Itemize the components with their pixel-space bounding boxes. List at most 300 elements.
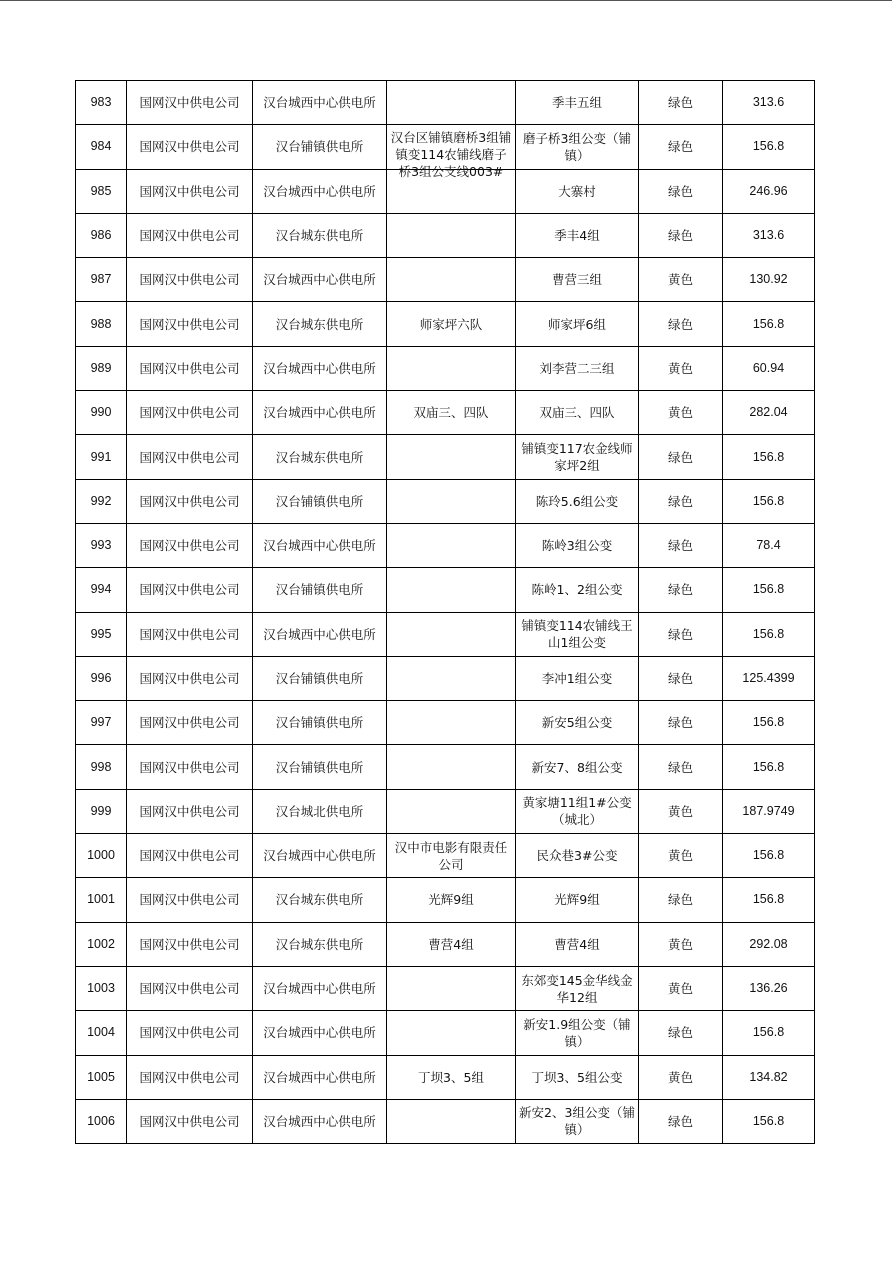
station-cell bbox=[253, 81, 387, 125]
status-color-cell-text: 黄色 bbox=[667, 936, 693, 952]
status-color-cell-text: 绿色 bbox=[667, 538, 693, 554]
location-cell bbox=[387, 745, 516, 789]
location-cell bbox=[387, 568, 516, 612]
row-number-cell-text: 1002 bbox=[87, 936, 115, 951]
station-cell-text: 汉台城东供电所 bbox=[275, 936, 364, 952]
table-row bbox=[76, 258, 815, 302]
company-cell-text: 国网汉中供电公司 bbox=[139, 981, 240, 997]
status-color-cell-text: 绿色 bbox=[667, 316, 693, 332]
location-cell bbox=[387, 656, 516, 700]
location-cell bbox=[387, 878, 516, 922]
status-color-cell bbox=[639, 878, 723, 922]
company-cell-text: 国网汉中供电公司 bbox=[139, 936, 240, 952]
table-row bbox=[76, 435, 815, 479]
transformer-cell bbox=[516, 125, 639, 169]
station-cell bbox=[253, 169, 387, 213]
table-row bbox=[76, 302, 815, 346]
transformer-cell-text: 磨子桥3组公变（铺镇） bbox=[523, 130, 631, 163]
location-cell-text: 丁坝3、5组 bbox=[418, 1069, 484, 1085]
value-cell-text: 156.8 bbox=[752, 449, 785, 464]
company-cell bbox=[127, 878, 253, 922]
value-cell bbox=[723, 1099, 815, 1143]
value-cell-text: 282.04 bbox=[749, 405, 788, 420]
value-cell-text: 134.82 bbox=[749, 1069, 788, 1084]
company-cell bbox=[127, 568, 253, 612]
station-cell bbox=[253, 745, 387, 789]
station-cell bbox=[253, 523, 387, 567]
table-row bbox=[76, 1011, 815, 1055]
table-row bbox=[76, 878, 815, 922]
company-cell-text: 国网汉中供电公司 bbox=[139, 626, 240, 642]
row-number-cell bbox=[76, 435, 127, 479]
company-cell-text: 国网汉中供电公司 bbox=[139, 582, 240, 598]
value-cell bbox=[723, 922, 815, 966]
location-cell bbox=[387, 435, 516, 479]
transformer-cell bbox=[516, 612, 639, 656]
company-cell bbox=[127, 656, 253, 700]
transformer-cell-text: 新安7、8组公变 bbox=[531, 759, 623, 775]
company-cell bbox=[127, 125, 253, 169]
status-color-cell bbox=[639, 523, 723, 567]
value-cell-text: 156.8 bbox=[752, 892, 785, 907]
row-number-cell bbox=[76, 789, 127, 833]
table-row bbox=[76, 346, 815, 390]
table-row bbox=[76, 656, 815, 700]
station-cell-text: 汉台城东供电所 bbox=[275, 316, 364, 332]
location-cell-text: 光辉9组 bbox=[428, 892, 474, 908]
status-color-cell-text: 黄色 bbox=[667, 848, 693, 864]
status-color-cell-text: 黄色 bbox=[667, 272, 693, 288]
value-cell-text: 313.6 bbox=[752, 95, 785, 110]
company-cell-text: 国网汉中供电公司 bbox=[139, 272, 240, 288]
transformer-cell-text: 季丰五组 bbox=[551, 95, 602, 111]
value-cell bbox=[723, 125, 815, 169]
status-color-cell-text: 绿色 bbox=[667, 626, 693, 642]
status-color-cell-text: 绿色 bbox=[667, 1113, 693, 1129]
value-cell-text: 125.4399 bbox=[742, 671, 795, 685]
value-cell bbox=[723, 213, 815, 257]
row-number-cell bbox=[76, 834, 127, 878]
transformer-cell-text: 双庙三、四队 bbox=[539, 405, 615, 421]
location-cell bbox=[387, 701, 516, 745]
table-row bbox=[76, 391, 815, 435]
company-cell-text: 国网汉中供电公司 bbox=[139, 1069, 240, 1085]
company-cell-text: 国网汉中供电公司 bbox=[139, 228, 240, 244]
station-cell bbox=[253, 479, 387, 523]
status-color-cell bbox=[639, 745, 723, 789]
row-number-cell bbox=[76, 213, 127, 257]
table-body bbox=[76, 81, 815, 1144]
location-cell bbox=[387, 789, 516, 833]
status-color-cell-text: 绿色 bbox=[667, 493, 693, 509]
company-cell-text: 国网汉中供电公司 bbox=[139, 1025, 240, 1041]
row-number-cell-text: 992 bbox=[90, 493, 112, 508]
row-number-cell bbox=[76, 479, 127, 523]
value-cell bbox=[723, 656, 815, 700]
table-row bbox=[76, 81, 815, 125]
row-number-cell-text: 983 bbox=[90, 95, 112, 110]
row-number-cell-text: 993 bbox=[90, 538, 112, 553]
station-cell bbox=[253, 1011, 387, 1055]
location-cell bbox=[387, 258, 516, 302]
company-cell-text: 国网汉中供电公司 bbox=[139, 405, 240, 421]
status-color-cell-text: 绿色 bbox=[667, 449, 693, 465]
company-cell-text: 国网汉中供电公司 bbox=[139, 671, 240, 686]
status-color-cell-text: 绿色 bbox=[667, 139, 693, 155]
company-cell bbox=[127, 745, 253, 789]
row-number-cell-text: 989 bbox=[90, 360, 112, 375]
row-number-cell-text: 996 bbox=[90, 671, 112, 685]
company-cell bbox=[127, 966, 253, 1010]
value-cell-text: 60.94 bbox=[752, 360, 785, 375]
station-cell bbox=[253, 878, 387, 922]
value-cell bbox=[723, 612, 815, 656]
transformer-cell-text: 陈岭1、2组公变 bbox=[531, 582, 623, 598]
table-row bbox=[76, 1099, 815, 1143]
row-number-cell bbox=[76, 391, 127, 435]
status-color-cell-text: 黄色 bbox=[667, 1069, 693, 1085]
status-color-cell bbox=[639, 568, 723, 612]
value-cell bbox=[723, 479, 815, 523]
status-color-cell bbox=[639, 479, 723, 523]
row-number-cell-text: 987 bbox=[90, 272, 112, 287]
row-number-cell bbox=[76, 125, 127, 169]
transformer-cell-text: 光辉9组 bbox=[554, 892, 600, 908]
status-color-cell-text: 绿色 bbox=[667, 892, 693, 908]
value-cell-text: 156.8 bbox=[752, 759, 785, 774]
table-row bbox=[76, 523, 815, 567]
company-cell bbox=[127, 169, 253, 213]
station-cell bbox=[253, 1099, 387, 1143]
transformer-cell bbox=[516, 391, 639, 435]
row-number-cell bbox=[76, 1055, 127, 1099]
transformer-cell bbox=[516, 302, 639, 346]
station-cell-text: 汉台城西中心供电所 bbox=[263, 95, 376, 111]
status-color-cell bbox=[639, 169, 723, 213]
location-cell-text: 双庙三、四队 bbox=[413, 405, 489, 421]
station-cell-text: 汉台城西中心供电所 bbox=[263, 981, 376, 997]
transformer-cell-text: 陈岭3组公变 bbox=[541, 538, 613, 554]
station-cell bbox=[253, 213, 387, 257]
status-color-cell bbox=[639, 922, 723, 966]
location-cell bbox=[387, 1099, 516, 1143]
status-color-cell-text: 绿色 bbox=[667, 715, 693, 731]
value-cell bbox=[723, 878, 815, 922]
company-cell-text: 国网汉中供电公司 bbox=[139, 493, 240, 509]
station-cell bbox=[253, 922, 387, 966]
location-cell bbox=[387, 81, 516, 125]
value-cell bbox=[723, 169, 815, 213]
company-cell bbox=[127, 789, 253, 833]
value-cell bbox=[723, 568, 815, 612]
value-cell-text: 313.6 bbox=[752, 228, 785, 243]
row-number-cell-text: 1001 bbox=[87, 892, 115, 907]
company-cell-text: 国网汉中供电公司 bbox=[139, 759, 240, 775]
status-color-cell bbox=[639, 435, 723, 479]
transformer-cell bbox=[516, 1011, 639, 1055]
company-cell bbox=[127, 302, 253, 346]
row-number-cell-text: 986 bbox=[90, 228, 112, 243]
row-number-cell-text: 1000 bbox=[87, 848, 115, 863]
transformer-cell-text: 季丰4组 bbox=[554, 228, 600, 244]
status-color-cell-text: 绿色 bbox=[667, 95, 693, 111]
station-cell-text: 汉台铺镇供电所 bbox=[275, 671, 364, 686]
station-cell-text: 汉台铺镇供电所 bbox=[275, 759, 364, 775]
company-cell-text: 国网汉中供电公司 bbox=[139, 316, 240, 332]
station-cell-text: 汉台城西中心供电所 bbox=[263, 183, 376, 199]
row-number-cell bbox=[76, 656, 127, 700]
company-cell bbox=[127, 435, 253, 479]
station-cell-text: 汉台城西中心供电所 bbox=[263, 272, 376, 288]
location-cell-text: 师家坪六队 bbox=[419, 316, 483, 332]
table-row bbox=[76, 834, 815, 878]
station-cell bbox=[253, 612, 387, 656]
value-cell-text: 156.8 bbox=[752, 626, 785, 641]
status-color-cell bbox=[639, 125, 723, 169]
row-number-cell-text: 995 bbox=[90, 626, 112, 641]
station-cell-text: 汉台城西中心供电所 bbox=[263, 848, 376, 864]
value-cell-text: 156.8 bbox=[752, 493, 785, 508]
station-cell bbox=[253, 701, 387, 745]
status-color-cell bbox=[639, 834, 723, 878]
table-row bbox=[76, 922, 815, 966]
transformer-cell bbox=[516, 1055, 639, 1099]
value-cell-text: 246.96 bbox=[749, 183, 788, 198]
company-cell bbox=[127, 523, 253, 567]
station-cell bbox=[253, 435, 387, 479]
transformer-cell bbox=[516, 878, 639, 922]
status-color-cell-text: 绿色 bbox=[667, 228, 693, 244]
row-number-cell-text: 1006 bbox=[87, 1113, 115, 1128]
row-number-cell-text: 990 bbox=[90, 405, 112, 420]
value-cell-text: 156.8 bbox=[752, 1025, 785, 1040]
status-color-cell bbox=[639, 966, 723, 1010]
company-cell bbox=[127, 391, 253, 435]
transformer-cell-text: 铺镇变114农铺线王山1组公变 bbox=[521, 618, 633, 651]
location-cell-text: 汉台区铺镇磨桥3组铺镇变114农铺线磨子桥3组公支线003# bbox=[390, 129, 512, 179]
row-number-cell bbox=[76, 302, 127, 346]
status-color-cell bbox=[639, 1011, 723, 1055]
company-cell bbox=[127, 81, 253, 125]
station-cell bbox=[253, 125, 387, 169]
value-cell-text: 156.8 bbox=[752, 582, 785, 597]
status-color-cell bbox=[639, 612, 723, 656]
row-number-cell bbox=[76, 568, 127, 612]
row-number-cell bbox=[76, 612, 127, 656]
row-number-cell-text: 1005 bbox=[87, 1069, 115, 1084]
station-cell bbox=[253, 1055, 387, 1099]
location-cell bbox=[387, 213, 516, 257]
value-cell bbox=[723, 789, 815, 833]
location-cell bbox=[387, 391, 516, 435]
station-cell-text: 汉台城西中心供电所 bbox=[263, 405, 376, 421]
station-cell-text: 汉台城东供电所 bbox=[275, 449, 364, 465]
row-number-cell-text: 1004 bbox=[87, 1025, 115, 1040]
status-color-cell bbox=[639, 346, 723, 390]
company-cell bbox=[127, 479, 253, 523]
location-cell bbox=[387, 479, 516, 523]
company-cell-text: 国网汉中供电公司 bbox=[139, 1113, 240, 1129]
company-cell bbox=[127, 701, 253, 745]
transformer-cell bbox=[516, 346, 639, 390]
table-row bbox=[76, 568, 815, 612]
station-cell-text: 汉台城西中心供电所 bbox=[263, 538, 376, 554]
company-cell bbox=[127, 1055, 253, 1099]
value-cell bbox=[723, 391, 815, 435]
transformer-cell bbox=[516, 213, 639, 257]
company-cell-text: 国网汉中供电公司 bbox=[139, 183, 240, 199]
status-color-cell-text: 黄色 bbox=[667, 360, 693, 376]
transformer-cell-text: 曹营三组 bbox=[551, 272, 602, 288]
transformer-cell-text: 铺镇变117农金线师家坪2组 bbox=[521, 441, 633, 474]
transformer-cell-text: 新安2、3组公变（铺镇） bbox=[519, 1105, 635, 1138]
transformer-cell bbox=[516, 789, 639, 833]
value-cell bbox=[723, 1011, 815, 1055]
transformer-cell bbox=[516, 745, 639, 789]
transformer-cell-text: 陈玲5.6组公变 bbox=[535, 493, 619, 509]
transformer-cell bbox=[516, 1099, 639, 1143]
table-row bbox=[76, 479, 815, 523]
company-cell-text: 国网汉中供电公司 bbox=[139, 803, 240, 819]
station-cell-text: 汉台铺镇供电所 bbox=[275, 582, 364, 598]
company-cell-text: 国网汉中供电公司 bbox=[139, 449, 240, 465]
value-cell-text: 187.9749 bbox=[742, 803, 795, 818]
value-cell-text: 130.92 bbox=[749, 272, 788, 287]
station-cell-text: 汉台城西中心供电所 bbox=[263, 626, 376, 642]
value-cell bbox=[723, 258, 815, 302]
status-color-cell-text: 黄色 bbox=[667, 981, 693, 997]
station-cell-text: 汉台城西中心供电所 bbox=[263, 1069, 376, 1085]
location-cell-text: 汉中市电影有限责任公司 bbox=[394, 839, 508, 872]
company-cell-text: 国网汉中供电公司 bbox=[139, 538, 240, 554]
value-cell-text: 156.8 bbox=[752, 848, 785, 863]
row-number-cell-text: 994 bbox=[90, 582, 112, 597]
value-cell bbox=[723, 302, 815, 346]
value-cell bbox=[723, 701, 815, 745]
status-color-cell-text: 绿色 bbox=[667, 1025, 693, 1041]
value-cell bbox=[723, 81, 815, 125]
station-cell-text: 汉台城东供电所 bbox=[275, 892, 364, 908]
location-cell bbox=[387, 834, 516, 878]
table-row bbox=[76, 1055, 815, 1099]
company-cell bbox=[127, 922, 253, 966]
company-cell-text: 国网汉中供电公司 bbox=[139, 715, 240, 731]
company-cell bbox=[127, 1011, 253, 1055]
transformer-cell-text: 丁坝3、5组公变 bbox=[531, 1069, 623, 1085]
company-cell-text: 国网汉中供电公司 bbox=[139, 95, 240, 111]
value-cell bbox=[723, 834, 815, 878]
status-color-cell bbox=[639, 258, 723, 302]
row-number-cell bbox=[76, 169, 127, 213]
row-number-cell-text: 997 bbox=[90, 715, 112, 730]
row-number-cell bbox=[76, 966, 127, 1010]
table-row bbox=[76, 966, 815, 1010]
status-color-cell bbox=[639, 81, 723, 125]
station-cell-text: 汉台城东供电所 bbox=[275, 228, 364, 244]
value-cell bbox=[723, 966, 815, 1010]
location-cell bbox=[387, 346, 516, 390]
table-row bbox=[76, 213, 815, 257]
value-cell-text: 156.8 bbox=[752, 715, 785, 730]
station-cell-text: 汉台铺镇供电所 bbox=[275, 493, 364, 509]
row-number-cell-text: 999 bbox=[90, 803, 112, 818]
station-cell bbox=[253, 346, 387, 390]
value-cell bbox=[723, 346, 815, 390]
location-cell bbox=[387, 302, 516, 346]
transformer-cell bbox=[516, 568, 639, 612]
transformer-cell bbox=[516, 523, 639, 567]
value-cell-text: 156.8 bbox=[752, 139, 785, 154]
transformer-cell-text: 新安1.9组公变（铺镇） bbox=[523, 1016, 631, 1049]
company-cell bbox=[127, 258, 253, 302]
transformer-cell-text: 李冲1组公变 bbox=[541, 671, 613, 686]
transformer-cell-text: 新安5组公变 bbox=[541, 715, 613, 731]
location-cell bbox=[387, 523, 516, 567]
location-cell bbox=[387, 612, 516, 656]
status-color-cell-text: 黄色 bbox=[667, 405, 693, 421]
status-color-cell-text: 绿色 bbox=[667, 582, 693, 598]
company-cell-text: 国网汉中供电公司 bbox=[139, 360, 240, 376]
station-cell-text: 汉台城西中心供电所 bbox=[263, 360, 376, 376]
transformer-cell bbox=[516, 701, 639, 745]
transformer-cell bbox=[516, 922, 639, 966]
transformer-cell-text: 大寨村 bbox=[558, 183, 596, 199]
status-color-cell bbox=[639, 789, 723, 833]
transformer-cell bbox=[516, 479, 639, 523]
company-cell bbox=[127, 1099, 253, 1143]
transformer-cell-text: 刘李营二三组 bbox=[539, 360, 615, 376]
table-row bbox=[76, 612, 815, 656]
status-color-cell-text: 黄色 bbox=[667, 803, 693, 819]
location-cell bbox=[387, 125, 516, 179]
row-number-cell-text: 991 bbox=[90, 449, 112, 464]
row-number-cell bbox=[76, 878, 127, 922]
status-color-cell bbox=[639, 1055, 723, 1099]
table-row bbox=[76, 789, 815, 833]
station-cell-text: 汉台城西中心供电所 bbox=[263, 1113, 376, 1129]
value-cell bbox=[723, 1055, 815, 1099]
transformer-cell-text: 黄家塘11组1#公变（城北） bbox=[522, 795, 632, 828]
status-color-cell bbox=[639, 391, 723, 435]
station-cell bbox=[253, 789, 387, 833]
value-cell-text: 156.8 bbox=[752, 1113, 785, 1128]
table-row bbox=[76, 701, 815, 745]
row-number-cell-text: 1003 bbox=[87, 981, 115, 996]
row-number-cell bbox=[76, 745, 127, 789]
station-cell bbox=[253, 391, 387, 435]
transformer-cell bbox=[516, 966, 639, 1010]
company-cell bbox=[127, 834, 253, 878]
status-color-cell-text: 绿色 bbox=[667, 759, 693, 775]
location-cell bbox=[387, 922, 516, 966]
transformer-cell-text: 曹营4组 bbox=[554, 936, 600, 952]
value-cell bbox=[723, 435, 815, 479]
table-row bbox=[76, 125, 815, 169]
transformer-cell-text: 民众巷3#公变 bbox=[536, 848, 618, 864]
value-cell-text: 78.4 bbox=[756, 538, 781, 553]
station-cell-text: 汉台城北供电所 bbox=[275, 803, 364, 819]
station-cell bbox=[253, 302, 387, 346]
transformer-cell bbox=[516, 834, 639, 878]
status-color-cell bbox=[639, 701, 723, 745]
station-cell-text: 汉台城西中心供电所 bbox=[263, 1025, 376, 1041]
status-color-cell bbox=[639, 302, 723, 346]
station-cell bbox=[253, 568, 387, 612]
row-number-cell bbox=[76, 922, 127, 966]
row-number-cell bbox=[76, 701, 127, 745]
station-cell-text: 汉台铺镇供电所 bbox=[275, 139, 364, 155]
company-cell bbox=[127, 213, 253, 257]
